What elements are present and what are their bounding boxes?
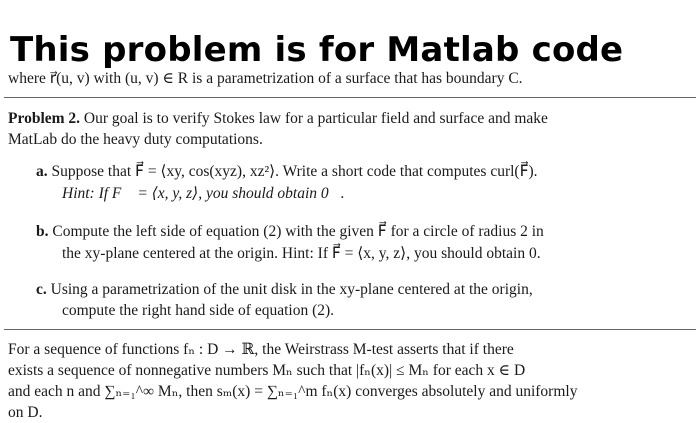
part-b-line-1 xyxy=(36,223,544,242)
footer-line-4: on D. xyxy=(8,404,43,421)
part-b-line-2: the xy-plane centered at the origin. Hint: If F⃗ = ⟨x, y, z⟩, you should obtain 0. xyxy=(62,245,541,262)
footer-line-2: exists a sequence of nonnegative numbers Mₙ such that |fₙ(x)| ≤ Mₙ for each x ∈ D xyxy=(8,362,526,379)
page-title: This problem is for Matlab code xyxy=(10,30,624,70)
part-a-text-1: Suppose that F⃗ = ⟨xy, cos(xyz), xz²⟩. Write a short code that computes curl(F⃗). xyxy=(51,163,538,180)
part-a-label: a. xyxy=(36,163,48,180)
problem-label: Problem 2. xyxy=(8,110,81,127)
bottom-divider xyxy=(4,329,696,330)
top-divider xyxy=(4,97,696,98)
problem-line-1 xyxy=(8,110,548,129)
part-c-line-1 xyxy=(36,281,533,300)
footer-line-1: For a sequence of functions fₙ : D → ℝ, the Weirstrass M-test asserts that if there xyxy=(8,341,514,358)
intro-text: where r⃗(u, v) with (u, v) ∈ R is a parametrization of a surface that has boundary C. xyxy=(8,70,523,87)
part-b-label: b. xyxy=(36,223,49,240)
part-a-line-1 xyxy=(36,163,538,182)
footer-line-3: and each n and ∑ₙ₌₁^∞ Mₙ, then sₘ(x) = ∑ₙ₌₁^m fₙ(x) converges absolutely and uniformly xyxy=(8,383,578,400)
part-a-hint: Hint: If F⃗ = ⟨x, y, z⟩, you should obtain 0⃗. xyxy=(62,185,345,202)
problem-text-1: Our goal is to verify Stokes law for a particular field and surface and make xyxy=(83,110,548,127)
problem-line-2: MatLab do the heavy duty computations. xyxy=(8,131,263,148)
part-c-text-1: Using a parametrization of the unit disk in the xy-plane centered at the origin, xyxy=(50,281,533,298)
part-b-text-1: Compute the left side of equation (2) with the given F⃗ for a circle of radius 2 in xyxy=(52,223,544,240)
part-c-line-2: compute the right hand side of equation (2). xyxy=(62,302,335,319)
part-c-label: c. xyxy=(36,281,47,298)
